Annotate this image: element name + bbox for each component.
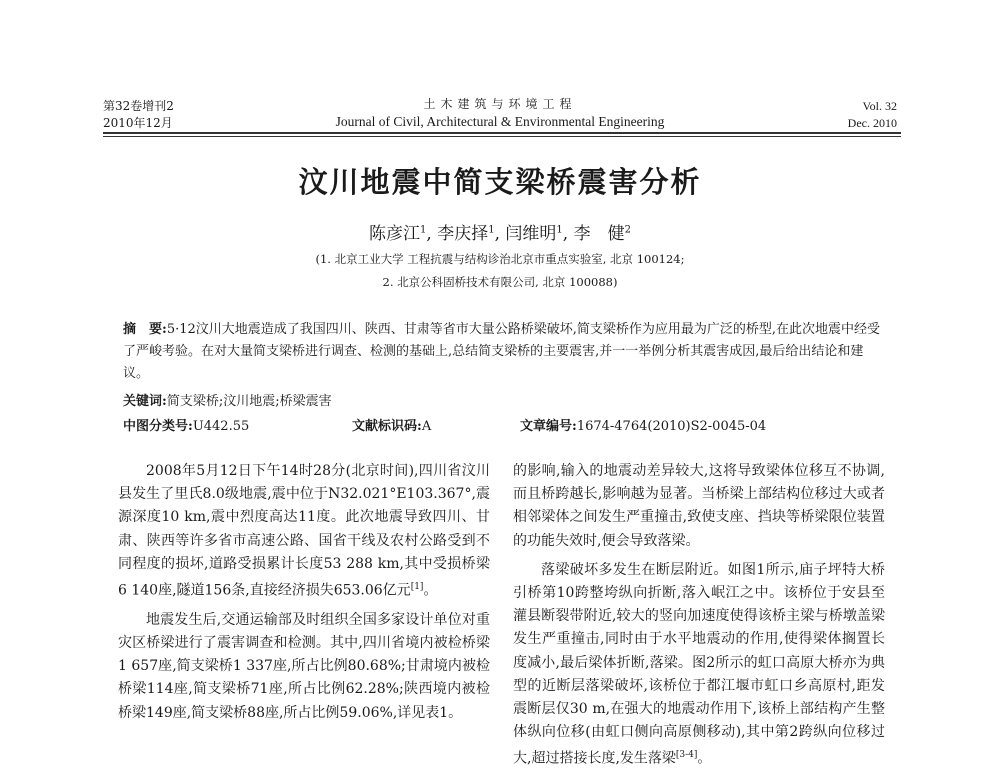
affiliation-line-2: 2. 北京公科固桥技术有限公司, 北京 100088) [382, 275, 618, 289]
volume-en: Vol. 32 [862, 99, 897, 113]
body-paragraph [513, 559, 885, 771]
keywords [123, 390, 332, 409]
clc-label: 中图分类号: [123, 419, 193, 434]
author-name: 李庆择 [437, 224, 489, 244]
volume-issue-cn: 第32卷增刊2 [103, 99, 174, 113]
body-paragraph: 的影响,输入的地震动差异较大,这将导致梁体位移互不协调,而且桥跨越长,影响越为显著。当桥梁上部结构位移过大或者相邻梁体之间发生严重撞击,致使支座、挡块等桥梁限位装置的功能失效时,便会导致落梁。 [513, 463, 885, 549]
affiliation-line-1: (1. 北京工业大学 工程抗震与结构诊治北京市重点实验室, 北京 100124; [315, 252, 685, 266]
author-name: 闫维明 [505, 224, 557, 244]
author-affiliation-mark: 1 [488, 224, 495, 236]
article-title: 汶川地震中简支梁桥震害分析 [298, 165, 702, 199]
paragraph-end: 。 [697, 751, 712, 768]
citation: [1] [410, 582, 424, 593]
author-name: 陈彦江 [369, 224, 421, 244]
clc-value: U442.55 [192, 419, 250, 434]
paragraph-text: 2008年5月12日下午14时28分(北京时间),四川省汶川县发生了里氏8.0级地震,震中位于N32.021°E103.367°,震源深度10 km,震中烈度高达11度。此次地震导致四川、甘肃、陕西等许多省市高速公路、国省干线及农村公路受到不同程度的损坏,道路受损累计长度53 288 km,其中受损桥梁6 140座,隧道156条,直接经济损失653.06亿元 [118, 463, 490, 599]
author-name: 李 健 [573, 224, 625, 244]
article-no-value: 1674-4764(2010)S2-0045-04 [576, 419, 767, 434]
date-cn: 2010年12月 [103, 116, 173, 130]
header-rule-thick [103, 132, 901, 134]
header-rule-thin [103, 136, 901, 137]
citation: [3-4] [675, 750, 698, 761]
abstract [123, 319, 883, 385]
author-affiliation-mark: 1 [556, 224, 563, 236]
paragraph-text: 落梁破坏多发生在断层附近。如图1所示,庙子坪特大桥引桥第10跨整垮纵向折断,落入岷江之中。该桥位于安县至灌县断裂带附近,较大的竖向加速度使得该桥主梁与桥墩盖梁发生严重撞击,同时由于水平地震动的作用,使得梁体搁置长度减小,最后梁体折断,落梁。图2所示的虹口高原大桥亦为典型的近断层落梁破坏,该桥位于都江堰市虹口乡高原村,距发震断层仅30 m,在强大的地震动作用下,该桥上部结构产生整体纵向位移(由虹口侧向高原侧移动),其中第2跨纵向位移过大,超过搭接长度,发生落梁 [513, 561, 885, 768]
article-number [520, 415, 766, 434]
body-left-column [118, 460, 490, 725]
body-paragraph: 地震发生后,交通运输部及时组织全国多家设计单位对重灾区桥梁进行了震害调查和检测。其中,四川省境内被检桥梁1 657座,简支梁桥1 337座,所占比例80.68%;甘肃境内被检桥梁114座,简支梁桥71座,所占比例62.28%;陕西境内被检桥梁149座,简支梁桥88座,所占比例59.06%,详见表1。 [118, 611, 490, 721]
paragraph-end: 。 [423, 582, 438, 599]
journal-title-en: Journal of Civil, Architectural & Environmental Engineering [335, 114, 665, 129]
clc-number [123, 415, 249, 434]
date-en: Dec. 2010 [847, 116, 897, 130]
keywords-label: 关键词: [123, 394, 167, 409]
document-code [352, 415, 431, 434]
abstract-text: 5·12汶川大地震造成了我国四川、陕西、甘肃等省市大量公路桥梁破坏,简支梁桥作为应用最为广泛的桥型,在此次地震中经受了严峻考验。在对大量简支梁桥进行调查、检测的基础上,总结简支梁桥的主要震害,并一一举例分析其震害成因,最后给出结论和建议。 [123, 322, 881, 381]
article-no-label: 文章编号: [520, 419, 577, 434]
body-paragraph [118, 460, 490, 603]
author-affiliation-mark: 1 [420, 224, 427, 236]
keywords-text: 简支梁桥;汶川地震;桥梁震害 [166, 394, 332, 409]
header-right [848, 98, 897, 132]
doc-code-label: 文献标识码: [352, 419, 422, 434]
doc-code-value: A [421, 419, 432, 434]
author-list: 陈彦江$^1$, 李庆择$^1$, 闫维明$^1$, 李 健$^2$ [369, 224, 631, 244]
journal-title-cn: 土木建筑与环境工程 [423, 97, 577, 111]
body-right-column [513, 460, 885, 771]
author-affiliation-mark: 2 [624, 224, 631, 236]
abstract-label: 摘 要: [123, 322, 167, 337]
